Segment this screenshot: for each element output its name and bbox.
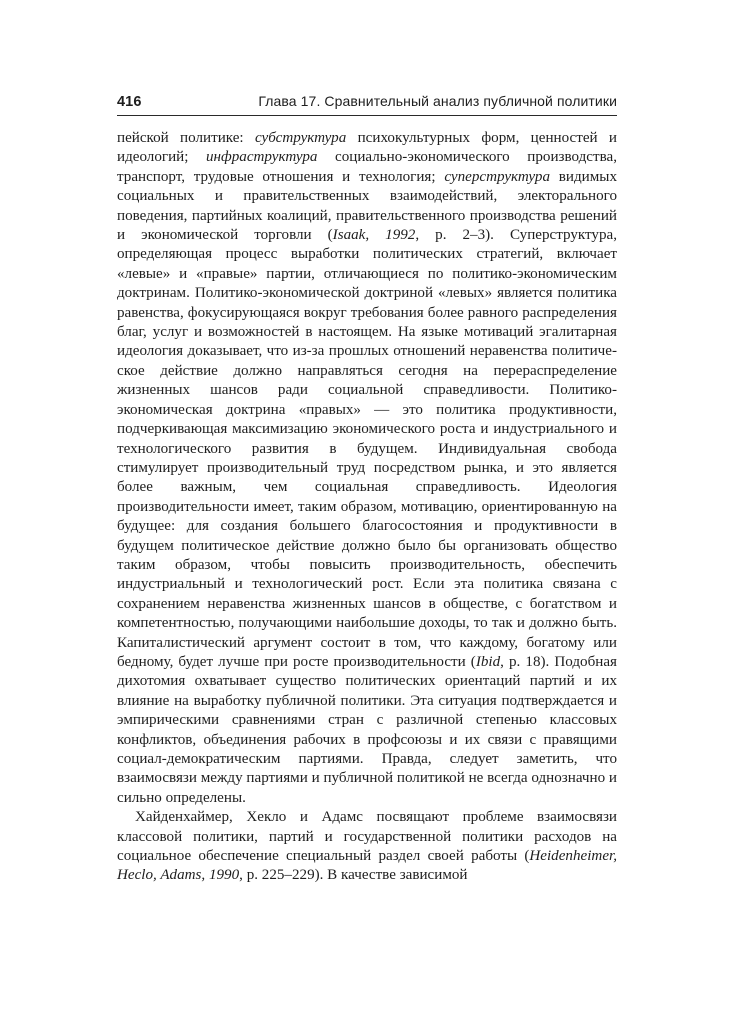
page-number: 416 bbox=[117, 94, 142, 110]
italic-term: суперструктура bbox=[444, 168, 551, 185]
citation: Ibid bbox=[475, 653, 501, 670]
running-header bbox=[117, 92, 617, 116]
text-run: , p. 2–3). Суперструктура, определяющая процесс выработки политических стратегий, включает «левые» и «правые» партии, отличающиеся по политико-экономическим доктринам. Политико-экономической доктриной «левых» является политика равенства, фокусирующаяся вокруг требования более равного распределения благ, услуг и возможностей в настоящем. На языке мотиваций эгалитарная идеология доказывает, что из-за прошлых отношений неравенства политическое действие должно направляться сегодня на перераспределение жизненных шансов ради социальной справедливости. Политико-экономическая доктрина «правых» — это политика продуктивности, подчеркивающая максимизацию экономического роста и индустриального и технологического развития в будущем. Индивидуальная свобода стимулирует производительный труд посредством рынка, и это является более важным, чем социальная справедливость. Идеология производительности имеет, таким образом, мотивацию, ориентированную на будущее: для создания большего благосостояния и продуктивности в будущем политическое действие должно было бы организовать общество таким образом, чтобы повысить производительность, обеспечить индустриальный и технологический рост. Если эта политика связана с сохранением неравенства жизненных шансов в обществе, с богатством и компетентностью, получающими наибольшие доходы, то так и должно быть. Капиталистический аргумент состоит в том, что каждому, богатому или бедному, будет лучше при росте производительности ( bbox=[117, 227, 617, 670]
text-run: психокультурных форм, ценностей и идеологий; bbox=[117, 130, 617, 166]
chapter-title: Глава 17. Сравнительный анализ публичной политики bbox=[258, 93, 617, 109]
text-run: Хайденхаймер, Хекло и Адамс посвящают проблеме взаимосвязи классовой политики, партий и государственной политики расходов на социальное обеспечение специальный раздел своей работы ( bbox=[117, 809, 617, 865]
text-run: социально-экономического производства, транспорт, трудовые отношения и технология; bbox=[117, 149, 617, 185]
paragraph bbox=[117, 129, 617, 808]
text-run: пейской политике: bbox=[117, 130, 255, 146]
body-text bbox=[117, 129, 617, 886]
italic-term: инфраструктура bbox=[205, 149, 318, 166]
italic-term: субструктура bbox=[254, 130, 347, 146]
citation: Heidenheimer, Heclo, Adams, 1990 bbox=[117, 848, 617, 884]
citation: Isaak, 1992 bbox=[332, 227, 416, 244]
paragraph bbox=[117, 808, 617, 886]
book-page bbox=[117, 92, 617, 992]
text-run: , p. 225–229). В качестве зависимой bbox=[239, 867, 468, 884]
text-run: , p. 18). Подобная дихотомия охватывает существо политических ориентаций партий и их влияние на выработку публичной политики. Эта ситуация подтверждается и эмпирическими сравнениями стран с различной степенью классовых конфликтов, объединения рабочих в профсоюзы и их связи с правящими социал-демократическим партиями. Правда, следует заметить, что взаимосвязи между партиями и публичной политикой не всегда однозначно и сильно определены. bbox=[117, 653, 617, 806]
text-run: видимых социальных и правительственных взаимодействий, электорального поведения, партийных коалиций, правительственного производства решений и экономической торговли ( bbox=[117, 168, 617, 244]
